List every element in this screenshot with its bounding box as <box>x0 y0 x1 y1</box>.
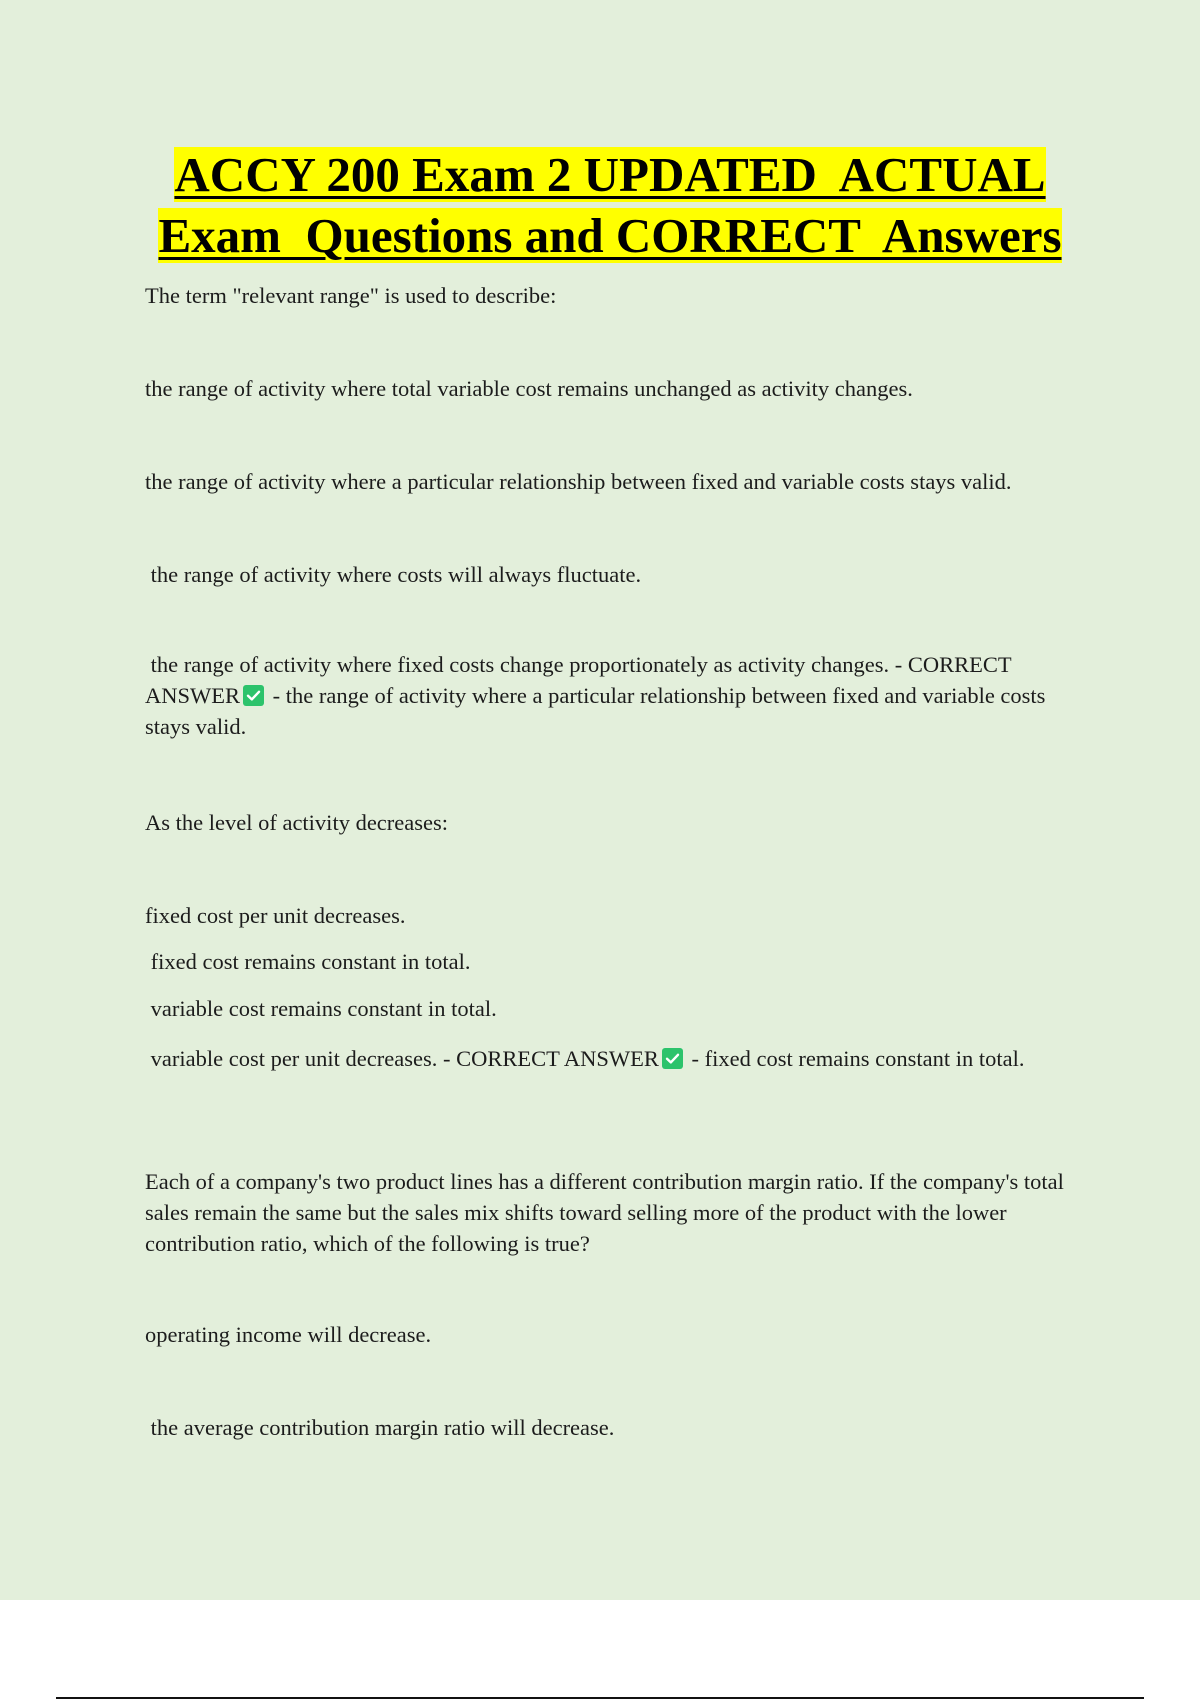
question-3-option-2: the average contribution margin ratio will decrease. <box>145 1415 615 1440</box>
question-2-option-4-with-answer <box>145 1043 1090 1074</box>
title-line-1: ACCY 200 Exam 2 UPDATED ACTUAL <box>174 147 1046 202</box>
question-1-option-4: the range of activity where fixed costs change proportionately as activity changes. - CORRECT ANSWER <box>145 652 1016 708</box>
question-1-option-4-with-answer <box>145 649 1090 742</box>
check-icon <box>662 1048 683 1069</box>
footer-divider <box>56 1697 1144 1699</box>
question-1-option-2: the range of activity where a particular relationship between fixed and variable costs stays valid. <box>145 469 1012 494</box>
question-2-answer: - fixed cost remains constant in total. <box>685 1046 1025 1071</box>
title-line-2: Exam Questions and CORRECT Answers <box>158 208 1062 263</box>
question-1-option-3: the range of activity where costs will always fluctuate. <box>145 562 642 587</box>
question-1-prompt: The term "relevant range" is used to describe: <box>145 283 557 308</box>
question-2-option-3: variable cost remains constant in total. <box>145 996 497 1021</box>
question-3-prompt: Each of a company's two product lines has a different contribution margin ratio. If the company's total sales remain the same but the sales mix shifts toward selling more of the product with the lower contribution ratio, which of the following is true? <box>145 1169 1070 1256</box>
document-title <box>60 144 1160 266</box>
question-2-option-4: variable cost per unit decreases. - CORRECT ANSWER <box>145 1046 659 1071</box>
question-2-option-2: fixed cost remains constant in total. <box>145 949 471 974</box>
check-icon <box>243 685 264 706</box>
question-1-option-1: the range of activity where total variable cost remains unchanged as activity changes. <box>145 376 913 401</box>
question-3-option-1: operating income will decrease. <box>145 1322 432 1347</box>
question-2-prompt: As the level of activity decreases: <box>145 810 449 835</box>
question-1-answer: - the range of activity where a particular relationship between fixed and variable costs stays valid. <box>145 683 1052 739</box>
question-2-option-1: fixed cost per unit decreases. <box>145 903 406 928</box>
